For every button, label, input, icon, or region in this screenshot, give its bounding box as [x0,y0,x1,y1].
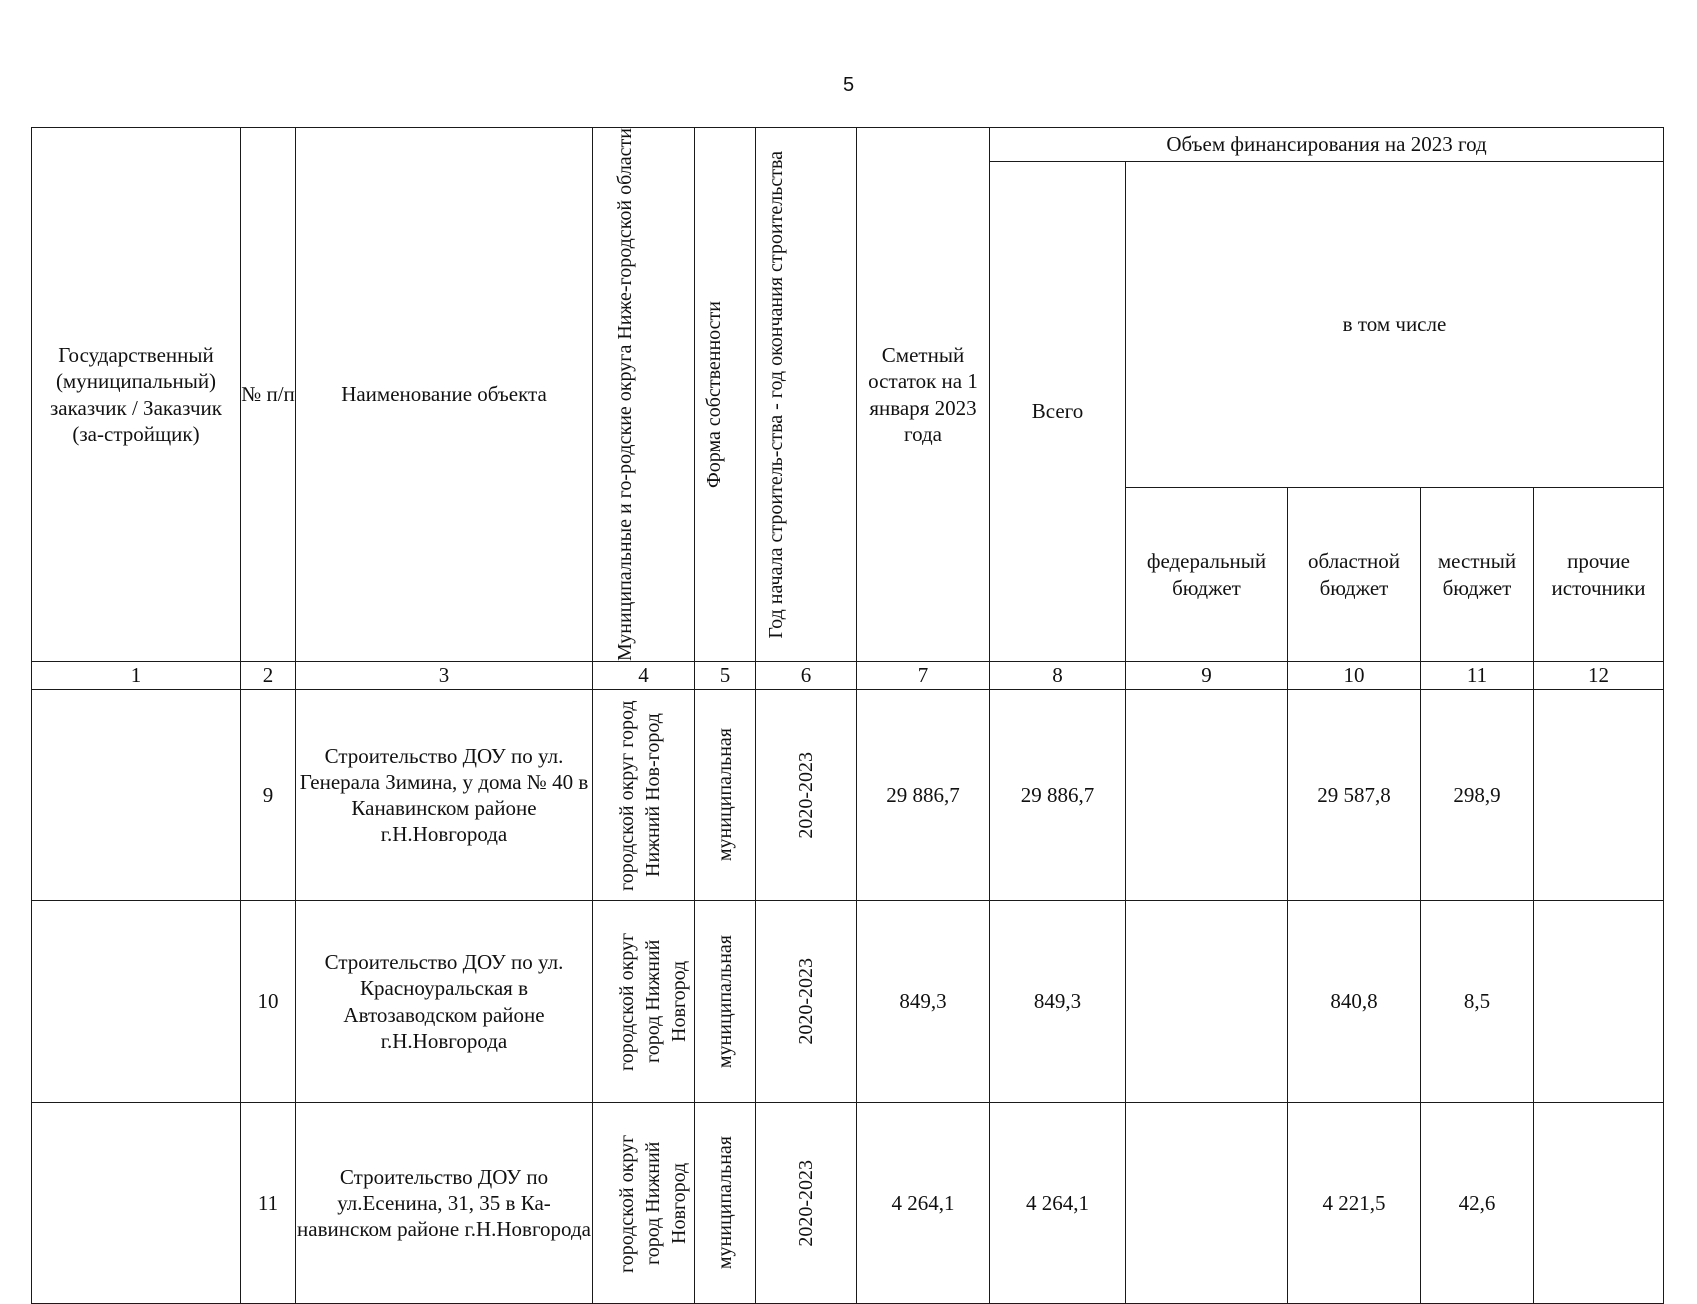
cell-years [756,1103,857,1304]
cell-ownership [695,901,756,1103]
cell-num: 10 [241,901,296,1103]
cell-num: 11 [241,1103,296,1304]
column-number: 12 [1534,662,1664,690]
cell-years [756,690,857,901]
cell-ownership-text: муниципальная [714,934,736,1069]
cell-district-text: городской округ город Нижний Нов-город [615,699,664,891]
header-financing: Объем финансирования на 2023 год [990,128,1664,162]
column-number: 4 [593,662,695,690]
cell-district [593,901,695,1103]
cell-regional: 840,8 [1288,901,1421,1103]
cell-object-name: Строительство ДОУ по ул. Красноуральская в Автозаводском районе г.Н.Новгорода [296,901,593,1103]
cell-other [1534,690,1664,901]
header-num: № п/п [241,128,296,662]
column-number: 5 [695,662,756,690]
cell-remainder: 29 886,7 [857,690,990,901]
cell-local: 298,9 [1421,690,1534,901]
header-districts-text: Муниципальные и го-родские округа Ниже-городской области [613,128,636,662]
cell-federal [1126,1103,1288,1304]
column-number: 2 [241,662,296,690]
header-remainder: Сметный остаток на 1 января 2023 года [857,128,990,662]
header-including: в том числе [1126,162,1664,488]
header-federal: федеральный бюджет [1126,488,1288,662]
table-row [32,690,1664,901]
cell-total: 849,3 [990,901,1126,1103]
column-number: 11 [1421,662,1534,690]
cell-years-text: 2020-2023 [795,958,817,1045]
cell-total: 4 264,1 [990,1103,1126,1304]
column-number: 8 [990,662,1126,690]
header-years [756,128,857,662]
cell-years-text: 2020-2023 [795,1159,817,1247]
cell-remainder: 849,3 [857,901,990,1103]
header-total: Всего [990,162,1126,662]
cell-district [593,690,695,901]
cell-ownership-text: муниципальная [714,728,736,862]
cell-district-text: городской округ город Нижний Новгород [615,932,690,1071]
cell-object-name: Строительство ДОУ по ул.Есенина, 31, 35 в Ка-навинском районе г.Н.Новгорода [296,1103,593,1304]
cell-customer [32,901,241,1103]
cell-other [1534,1103,1664,1304]
column-number: 1 [32,662,241,690]
cell-ownership-text: муниципальная [714,1136,736,1270]
cell-customer [32,1103,241,1304]
cell-district-text: городской округ город Нижний Новгород [615,1133,690,1273]
cell-ownership [695,1103,756,1304]
cell-federal [1126,690,1288,901]
column-number: 3 [296,662,593,690]
table-row [32,901,1664,1103]
header-regional: областной бюджет [1288,488,1421,662]
column-numbers-row [32,662,1664,690]
cell-customer [32,690,241,901]
header-local: местный бюджет [1421,488,1534,662]
header-object-name: Наименование объекта [296,128,593,662]
header-districts [593,128,695,662]
cell-num: 9 [241,690,296,901]
header-ownership-text: Форма собственности [703,301,725,489]
cell-federal [1126,901,1288,1103]
cell-regional: 4 221,5 [1288,1103,1421,1304]
header-years-text: Год начала строитель-ства - год окончания строительства [765,150,787,639]
cell-total: 29 886,7 [990,690,1126,901]
cell-years [756,901,857,1103]
column-number: 10 [1288,662,1421,690]
cell-ownership [695,690,756,901]
header-ownership [695,128,756,662]
table-row [32,1103,1664,1304]
column-number: 9 [1126,662,1288,690]
cell-local: 42,6 [1421,1103,1534,1304]
cell-other [1534,901,1664,1103]
cell-remainder: 4 264,1 [857,1103,990,1304]
column-number: 7 [857,662,990,690]
cell-regional: 29 587,8 [1288,690,1421,901]
header-row-1 [32,128,1664,162]
cell-local: 8,5 [1421,901,1534,1103]
financing-table [31,127,1664,1304]
column-number: 6 [756,662,857,690]
header-other: прочие источники [1534,488,1664,662]
cell-district [593,1103,695,1304]
cell-years-text: 2020-2023 [795,751,817,839]
page-number: 5 [842,74,855,96]
header-customer: Государственный (муниципальный) заказчик / Заказчик (за-стройщик) [32,128,241,662]
cell-object-name: Строительство ДОУ по ул. Генерала Зимина, у дома № 40 в Канавинском районе г.Н.Новгорода [296,690,593,901]
